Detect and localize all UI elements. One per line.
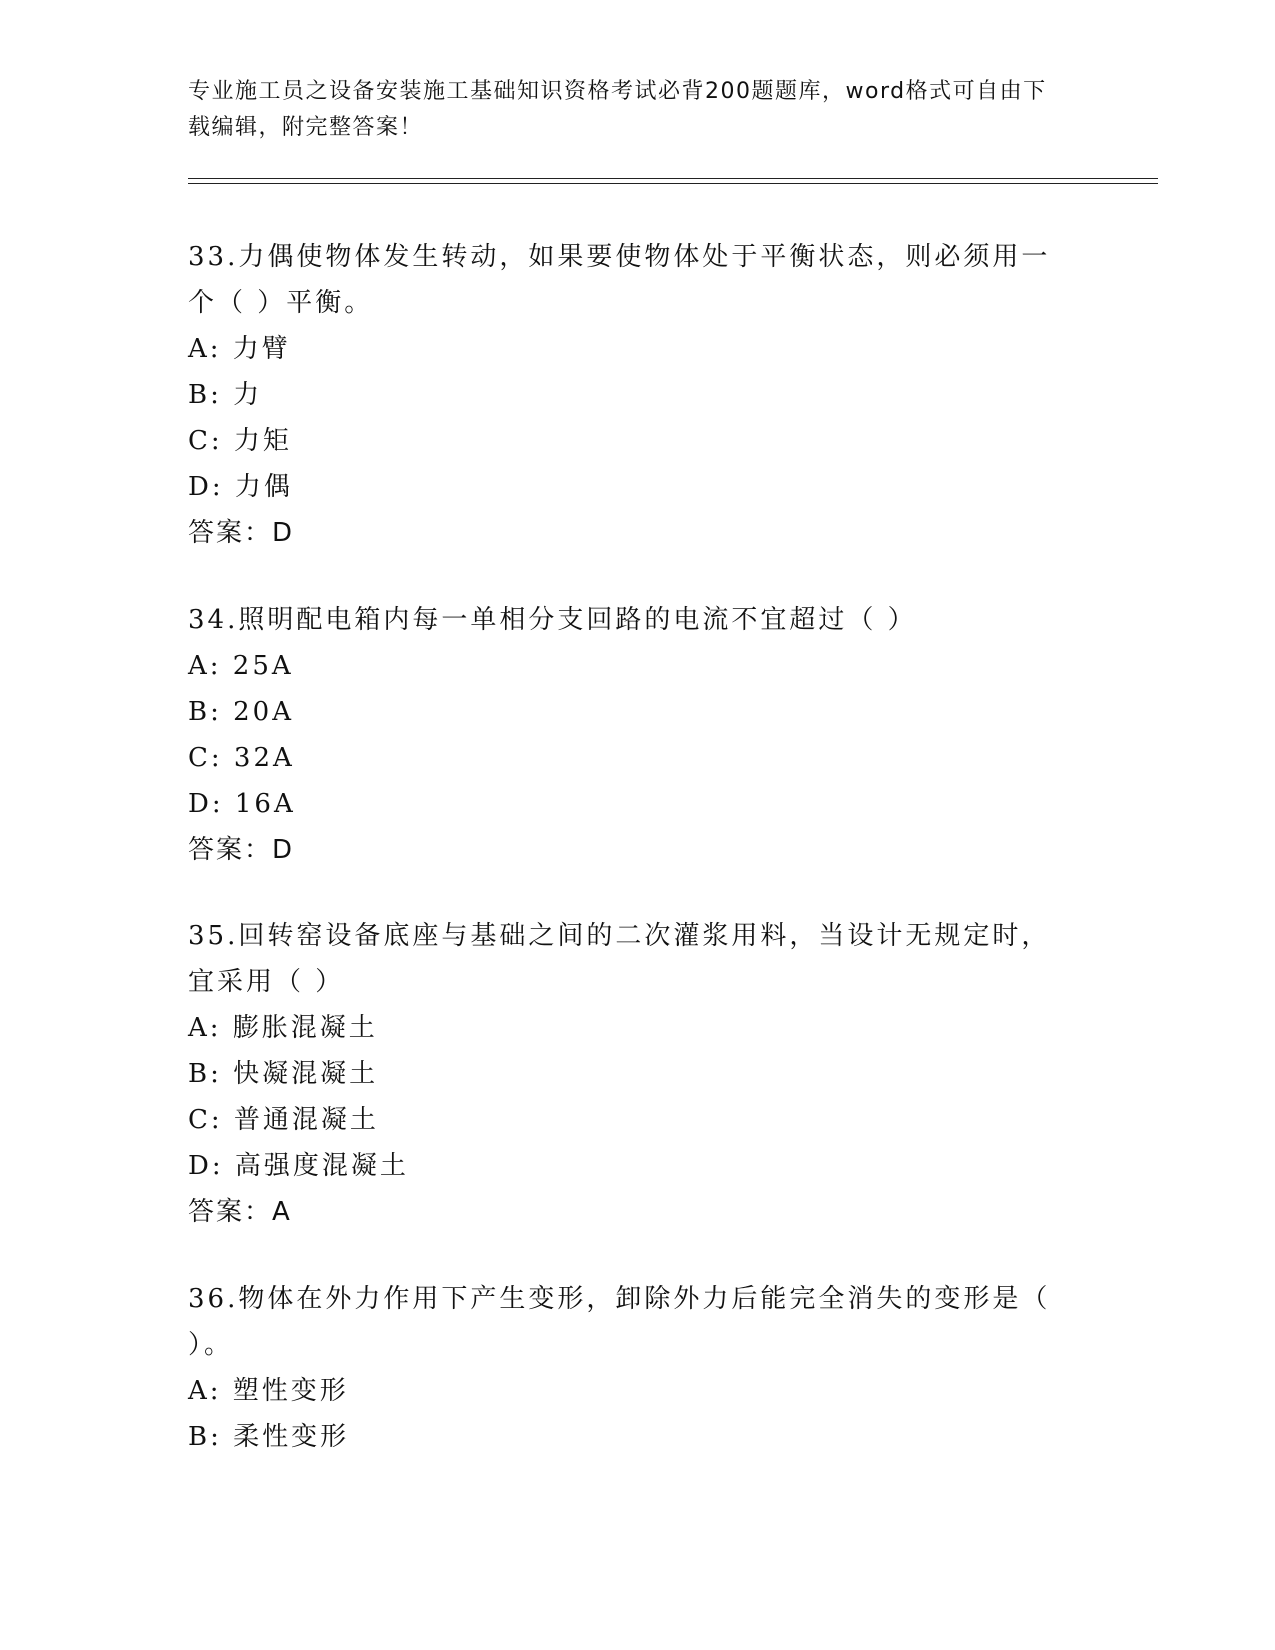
document-title: 专业施工员之设备安装施工基础知识资格考试必背200题题库，word格式可自由下载编辑，附完整答案！	[188, 79, 1047, 140]
question-34	[188, 597, 1068, 873]
header-divider-bottom	[188, 183, 1158, 184]
question-stem: 35.回转窑设备底座与基础之间的二次灌浆用料，当设计无规定时，宜采用（ ）	[188, 921, 1051, 997]
option-a: A: 膨胀混凝土	[188, 1013, 378, 1043]
question-36	[188, 1276, 1068, 1460]
answer: 答案：D	[188, 835, 295, 865]
option-b: B: 20A	[188, 697, 294, 727]
question-stem: 36.物体在外力作用下产生变形，卸除外力后能完全消失的变形是（ ）。	[188, 1284, 1051, 1360]
option-b: B: 快凝混凝土	[188, 1059, 379, 1089]
question-33	[188, 234, 1068, 556]
answer: 答案：D	[188, 518, 295, 548]
option-b: B: 柔性变形	[188, 1422, 350, 1452]
header-divider-top	[188, 178, 1158, 179]
option-c: C: 32A	[188, 743, 295, 773]
question-stem: 34.照明配电箱内每一单相分支回路的电流不宜超过（ ）	[188, 605, 917, 635]
option-c: C: 普通混凝土	[188, 1105, 379, 1135]
option-d: D: 高强度混凝土	[188, 1151, 409, 1181]
option-c: C: 力矩	[188, 426, 292, 456]
option-b: B: 力	[188, 380, 263, 410]
option-a: A: 力臂	[188, 334, 291, 364]
answer: 答案：A	[188, 1197, 292, 1227]
option-a: A: 塑性变形	[188, 1376, 349, 1406]
option-d: D: 16A	[188, 789, 296, 819]
question-35	[188, 913, 1068, 1235]
question-stem: 33.力偶使物体发生转动，如果要使物体处于平衡状态，则必须用一个（ ）平衡。	[188, 242, 1051, 318]
option-a: A: 25A	[188, 651, 294, 681]
option-d: D: 力偶	[188, 472, 293, 502]
